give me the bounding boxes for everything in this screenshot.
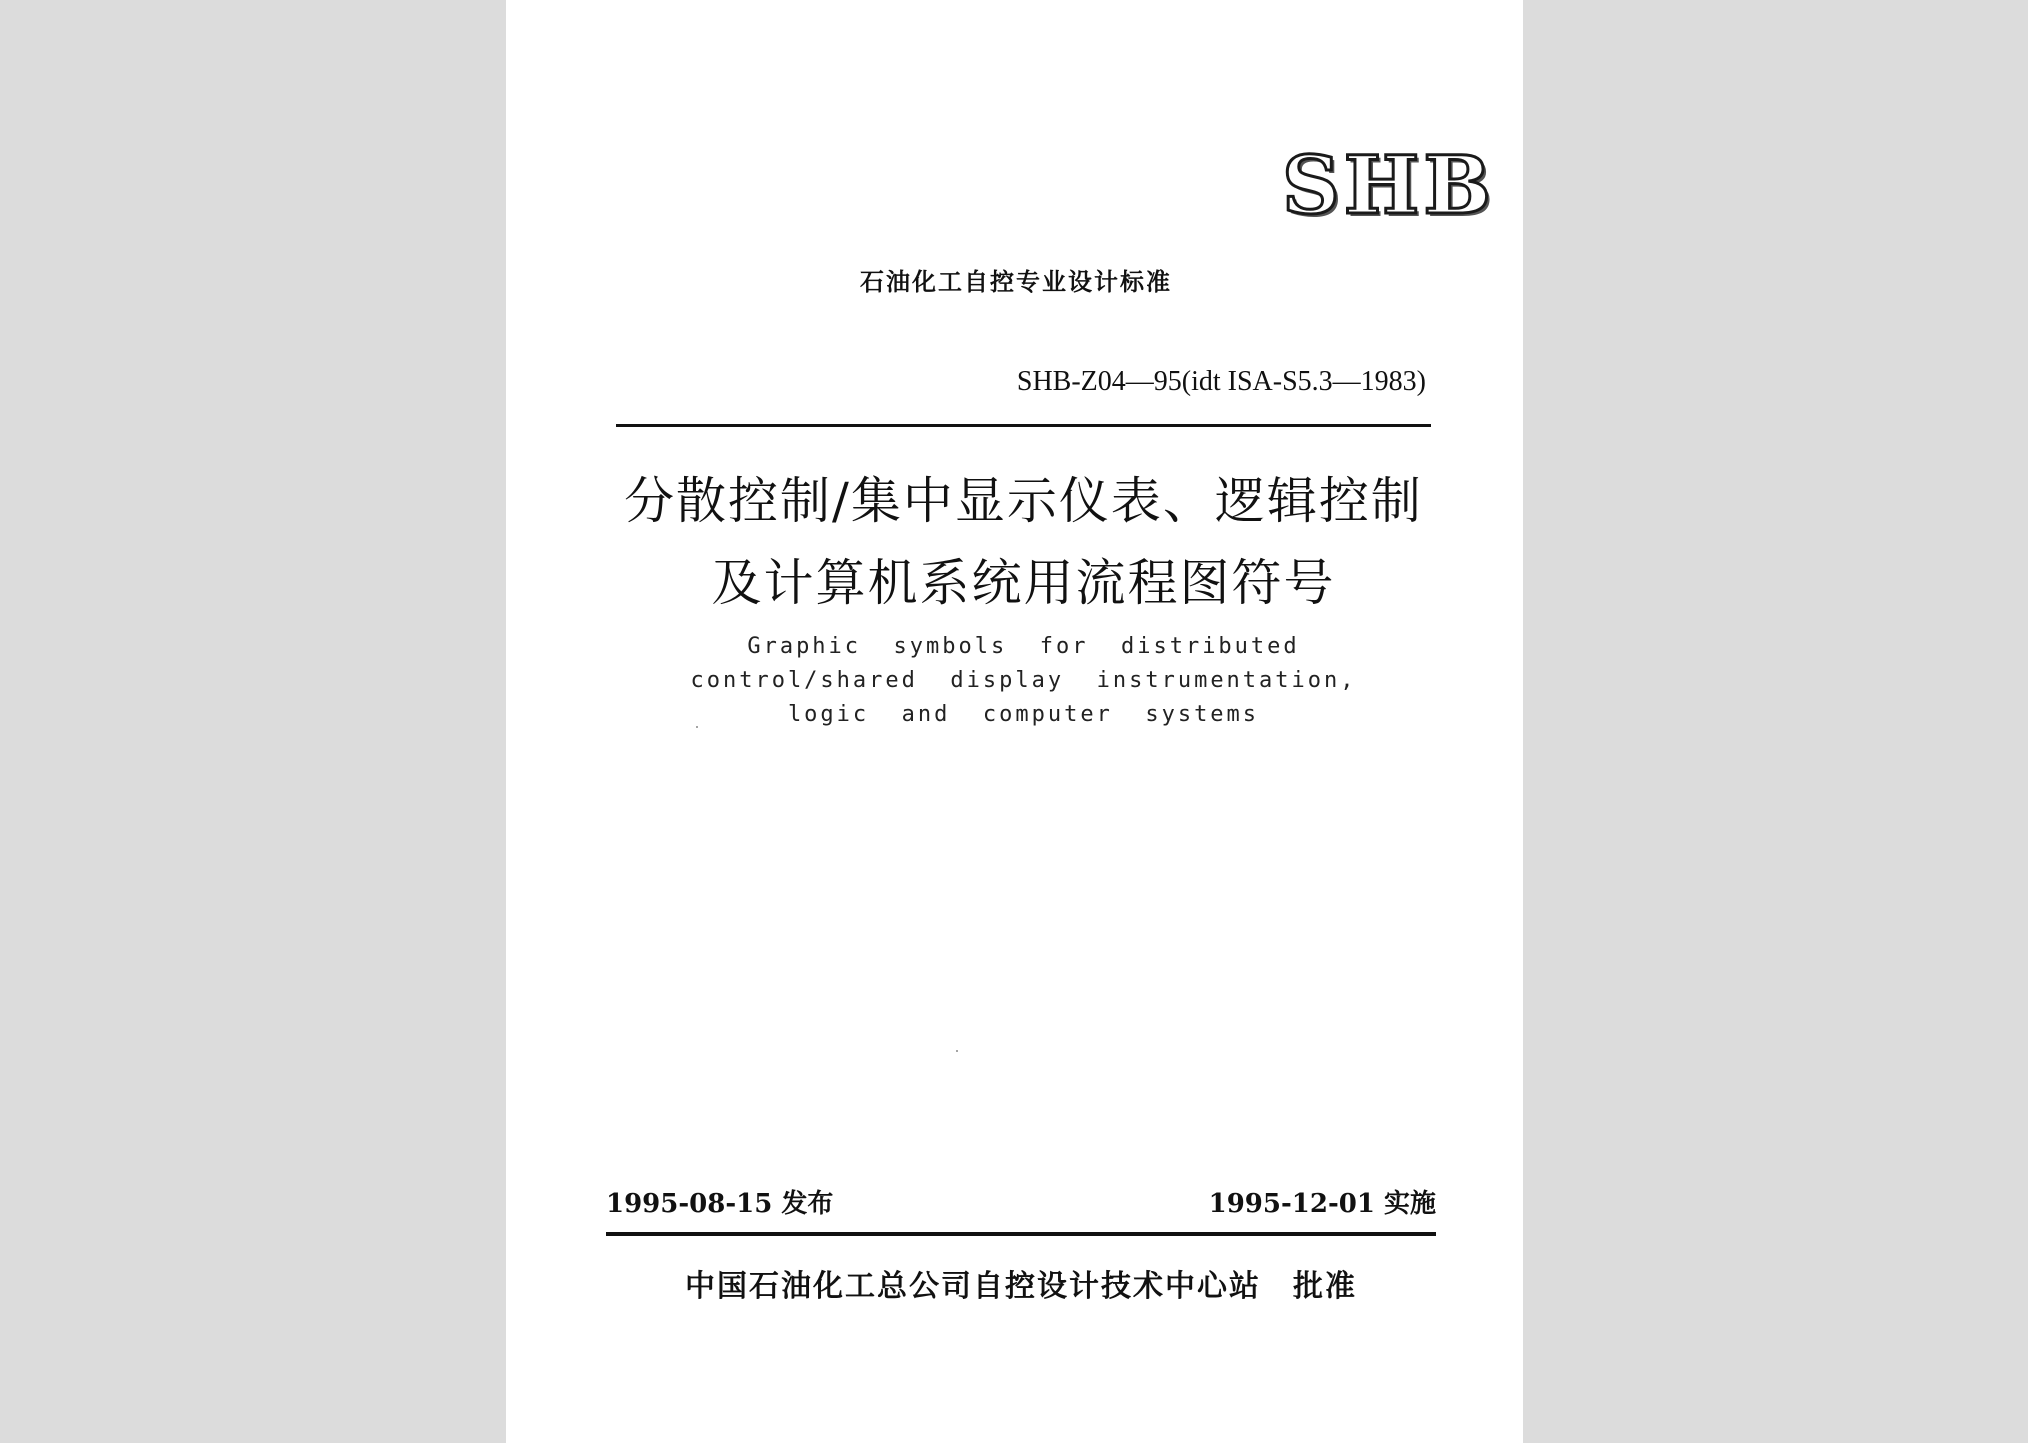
title-chinese-line-2: 及计算机系统用流程图符号 [711, 554, 1336, 612]
approving-authority: 中国石油化工总公司自控设计技术中心站 批准 [685, 1269, 1357, 1304]
title-english-line-3: logic and computer systems [787, 702, 1260, 727]
bottom-divider [606, 1232, 1436, 1236]
title-english [616, 630, 1431, 732]
title-english-line-2: control/shared display instrumentation, [690, 668, 1357, 693]
effective-date: 1995-12-01 实施 [1208, 1189, 1436, 1219]
shb-logo: SHB [1282, 138, 1495, 232]
scan-speck [696, 726, 698, 728]
scan-speck [956, 1050, 958, 1052]
issue-date: 1995-08-15 发布 [606, 1189, 834, 1219]
title-chinese-line-1: 分散控制/集中显示仪表、逻辑控制 [624, 472, 1423, 530]
standard-code: SHB-Z04—95(idt ISA-S5.3—1983) [1016, 366, 1426, 397]
title-english-line-1: Graphic symbols for distributed [747, 634, 1300, 659]
document-page [506, 0, 1523, 1443]
top-divider [616, 424, 1431, 427]
series-title: 石油化工自控专业设计标准 [860, 268, 1172, 296]
title-chinese [616, 460, 1431, 624]
